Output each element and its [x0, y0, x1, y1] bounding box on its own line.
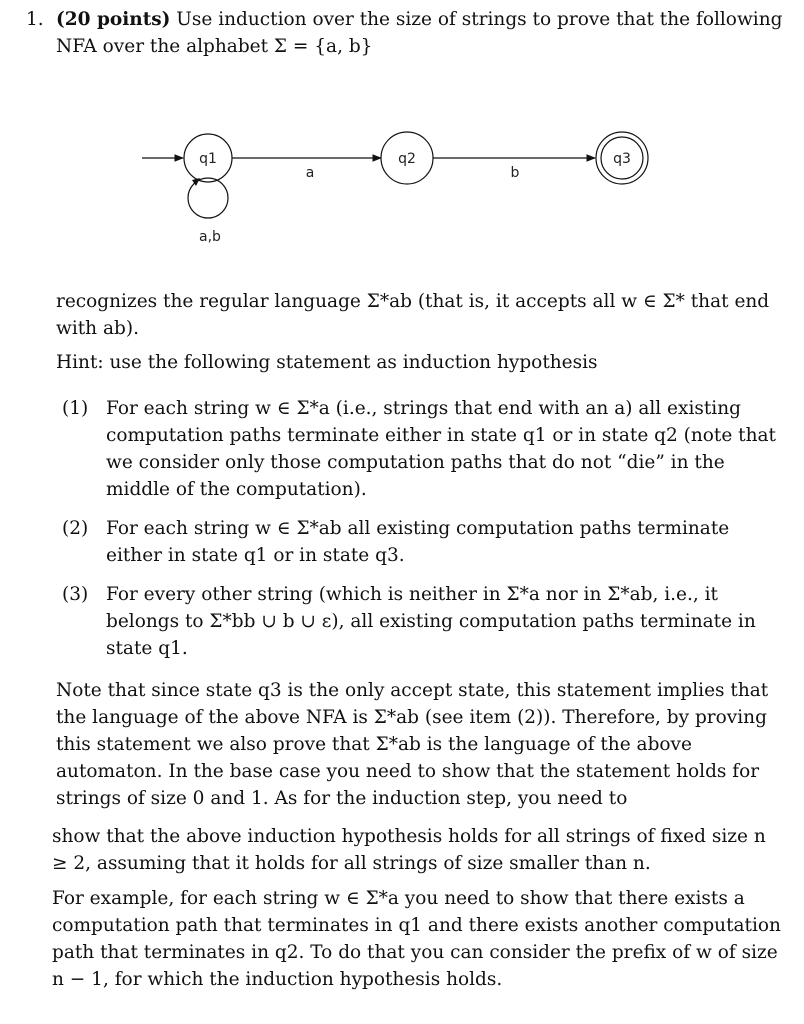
problem-points: (20 points) — [56, 9, 171, 30]
self-loop-label: a,b — [199, 229, 221, 245]
transition-q1-q2-label: a — [305, 165, 315, 181]
problem-statement — [26, 6, 786, 60]
state-q3-label: q3 — [613, 151, 631, 167]
state-q1-label: q1 — [199, 151, 217, 167]
item-text: For each string w ∈ Σ*a (i.e., strings that end with an a) all existing computation paths terminate either in state q1 or in state q2 (note that we consider only those computation paths that do not “die” in the middle of the computation). — [106, 398, 776, 500]
hint-paragraph: Hint: use the following statement as induction hypothesis — [56, 352, 598, 373]
show-paragraph: show that the above induction hypothesis holds for all strings of fixed size n ≥ 2, assuming that it holds for all strings of size smaller than n. — [52, 826, 766, 874]
state-q2-label: q2 — [398, 151, 416, 167]
hypothesis-item — [62, 581, 784, 662]
item-label: (2) — [62, 518, 89, 539]
hypothesis-list — [62, 395, 784, 674]
hypothesis-item — [62, 395, 784, 503]
note-paragraph: Note that since state q3 is the only accept state, this statement implies that the language of the above NFA is Σ*ab (see item (2)). Therefore, by proving this statement we also prove that Σ*ab is the language of the above automaton. In the base case you need to show that the statement holds for strings of size 0 and 1. As for the induction step, you need to — [56, 680, 769, 809]
nfa-diagram — [130, 120, 670, 255]
problem-prompt: Use induction over the size of strings to prove that the following NFA over the alphabet Σ = {a, b} — [56, 9, 783, 57]
nfa-svg — [130, 120, 670, 255]
item-text: For each string w ∈ Σ*ab all existing computation paths terminate either in state q1 or in state q3. — [106, 518, 730, 566]
item-label: (3) — [62, 584, 89, 605]
hypothesis-item — [62, 515, 784, 569]
problem-number: 1. — [26, 9, 44, 30]
recognizes-paragraph: recognizes the regular language Σ*ab (that is, it accepts all w ∈ Σ* that end with ab). — [56, 291, 770, 339]
transition-q2-q3-label: b — [510, 165, 520, 181]
problem-intro — [56, 6, 786, 60]
item-text: For every other string (which is neither in Σ*a nor in Σ*ab, i.e., it belongs to Σ*bb ∪ b ∪ ε), all existing computation paths terminate in state q1. — [106, 584, 756, 659]
self-loop-q1 — [188, 178, 228, 218]
item-label: (1) — [62, 398, 89, 419]
example-paragraph: For example, for each string w ∈ Σ*a you need to show that there exists a computation path that terminates in q1 and there exists another computation path that terminates in q2. To do that you can consider the prefix of w of size n − 1, for which the induction hypothesis holds. — [52, 888, 781, 990]
